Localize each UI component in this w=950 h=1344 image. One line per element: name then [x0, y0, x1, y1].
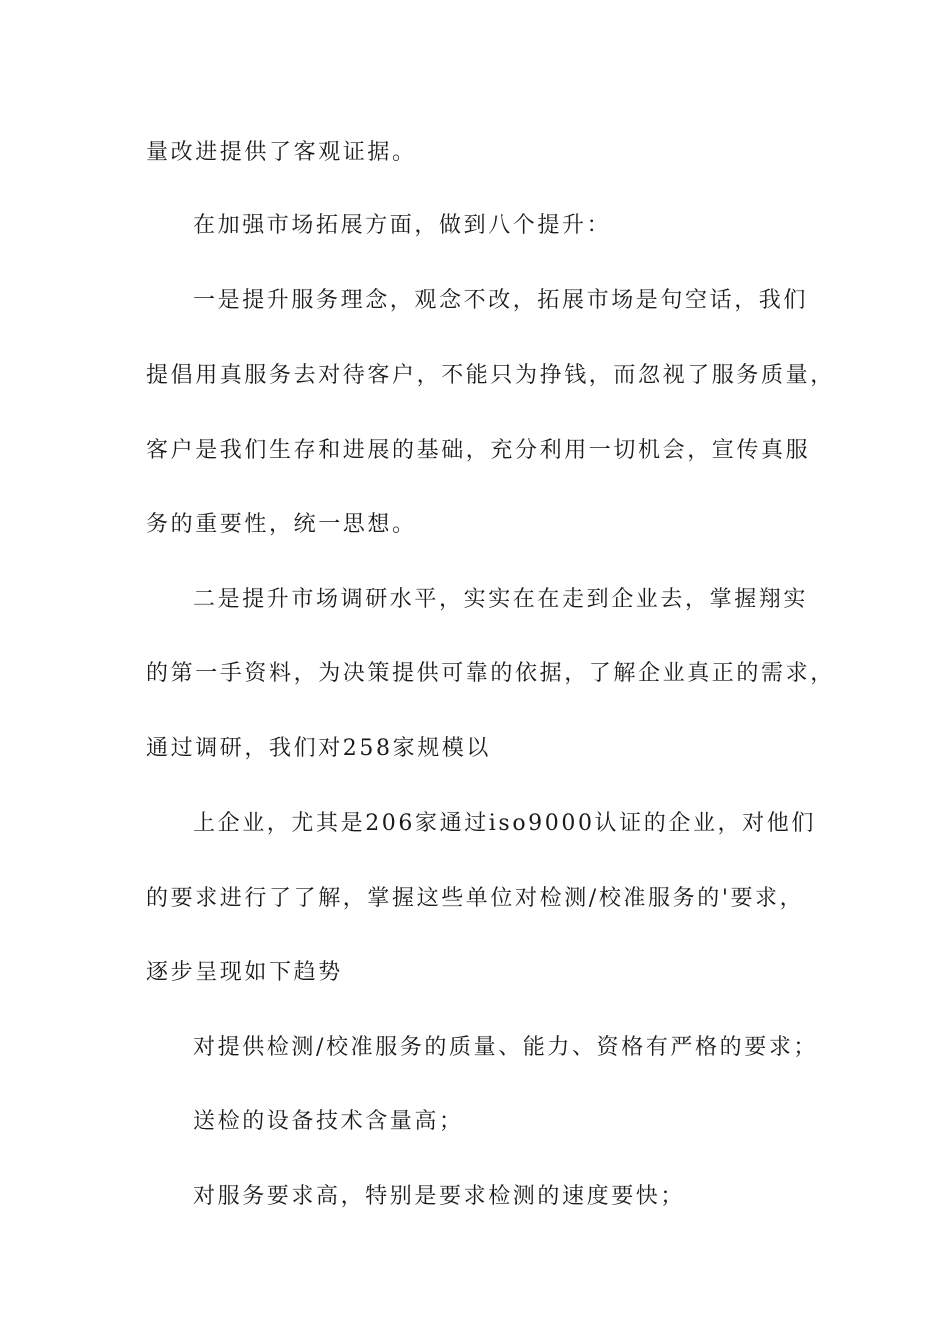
text-line: 客户是我们生存和进展的基础，充分利用一切机会，宣传真服 [146, 438, 811, 463]
text-line: 的要求进行了了解，掌握这些单位对检测/校准服务的'要求， [146, 886, 805, 911]
text-line: 二是提升市场调研水平，实实在在走到企业去，掌握翔实 [193, 587, 809, 612]
text-line: 通过调研，我们对258家规模以 [146, 736, 491, 761]
text-line: 的第一手资料，为决策提供可靠的依据，了解企业真正的需求， [146, 661, 835, 686]
text-line: 上企业，尤其是206家通过iso9000认证的企业，对他们 [193, 811, 816, 836]
text-line: 提倡用真服务去对待客户，不能只为挣钱，而忽视了服务质量， [146, 363, 835, 388]
text-line: 务的重要性，统一思想。 [146, 512, 417, 537]
list-item: 对提供检测/校准服务的质量、能力、资格有严格的要求； [193, 1035, 819, 1060]
text-line: 逐步呈现如下趋势 [146, 960, 343, 985]
list-item: 送检的设备技术含量高； [193, 1109, 464, 1134]
text-line: 量改进提供了客观证据。 [146, 140, 417, 165]
paragraph-heading: 在加强市场拓展方面，做到八个提升： [193, 213, 612, 238]
text-line: 一是提升服务理念，观念不改，拓展市场是句空话，我们 [193, 288, 809, 313]
list-item: 对服务要求高，特别是要求检测的速度要快； [193, 1184, 686, 1209]
